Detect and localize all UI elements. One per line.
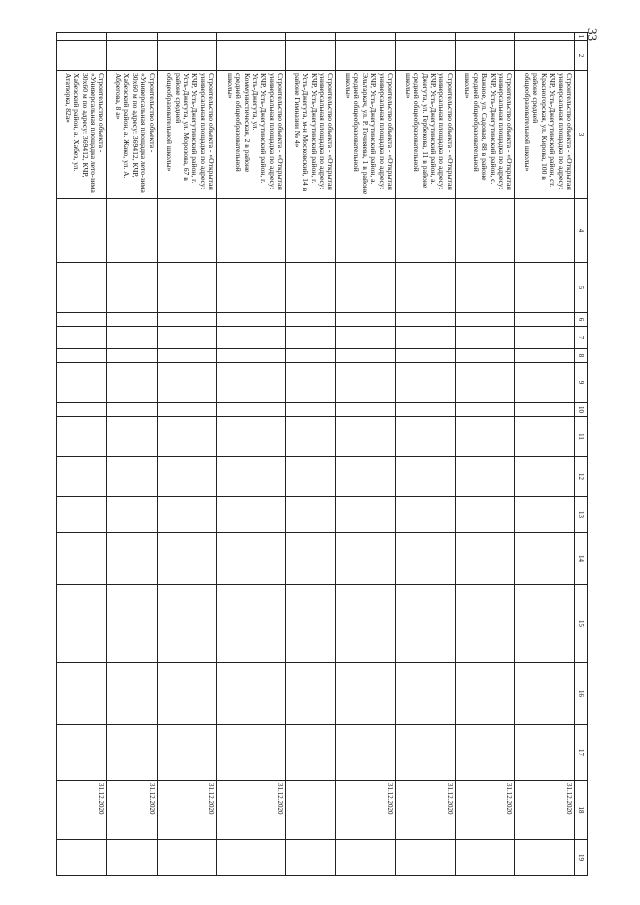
table-row (107, 33, 157, 876)
table-cell (455, 663, 515, 725)
table-cell (57, 403, 107, 417)
row-description: Строительство объекта - «Универсальная площадка лето-зима 30х60 м по адресу: 369412, КЧР, Хабезский район, а. Жако, ул. А. Абрегова, 8 а» (107, 71, 157, 199)
table-cell (455, 327, 515, 349)
table-cell (336, 457, 396, 497)
table-cell (396, 263, 456, 313)
table-cell (286, 41, 336, 71)
row-date: 31.12.2020 (455, 781, 515, 840)
table-row (455, 33, 515, 876)
table-cell (107, 497, 157, 533)
table-cell (455, 363, 515, 403)
col-header: 10 (575, 403, 588, 417)
table-cell (396, 327, 456, 349)
table-cell (286, 263, 336, 313)
table-cell (157, 663, 217, 725)
table-cell (107, 417, 157, 457)
table-row (396, 33, 456, 876)
table-cell (336, 33, 396, 41)
table-cell (57, 663, 107, 725)
col-header: 19 (575, 840, 588, 876)
table-cell (396, 417, 456, 457)
table-cell (336, 663, 396, 725)
table-cell (286, 313, 336, 327)
table-cell (286, 349, 336, 363)
table-row (336, 33, 396, 876)
table-cell (515, 403, 575, 417)
table-cell (217, 327, 286, 349)
table-cell (57, 41, 107, 71)
col-header: 18 (575, 781, 588, 840)
table-cell (107, 41, 157, 71)
rotated-sheet (56, 32, 588, 875)
table-cell (286, 33, 336, 41)
table-cell (515, 417, 575, 457)
table-cell (217, 497, 286, 533)
table-cell (217, 33, 286, 41)
row-description: Строительство объекта - «Открытая универсальная площадка по адресу: КЧР, Усть-Джегутинский район, с. Важное, ул. Садовая, 88 в районе средней общеобразовательной школы» (455, 71, 515, 199)
table-cell (107, 263, 157, 313)
col-header: 3 (575, 71, 588, 199)
col-header: 1 (575, 33, 588, 41)
row-date: 31.12.2020 (396, 781, 456, 840)
row-description: Строительство объекта - «Открытая универсальная площадка по адресу: КЧР, Усть-Джегутинский район, а. Эльтаркач, ул. Р. Гочияева, 1 в районе средней общеобразовательной школы» (336, 71, 396, 199)
table-cell (455, 725, 515, 781)
table-cell (107, 363, 157, 403)
table-row (515, 33, 575, 876)
table-cell (286, 533, 336, 585)
table-wrapper (56, 32, 588, 875)
col-header: 12 (575, 457, 588, 497)
table-cell (455, 497, 515, 533)
table-cell (57, 497, 107, 533)
table-cell (217, 403, 286, 417)
table-cell (107, 663, 157, 725)
table-cell (107, 199, 157, 263)
col-header: 9 (575, 363, 588, 403)
table-cell (217, 585, 286, 663)
table-cell (157, 417, 217, 457)
row-description: Строительство объекта - «Открытая универсальная площадка по адресу: КЧР, Усть-Джегутинский район, г. Усть-Джегута, ул. Морозова, 67 в районе средней общеобразовательной школы» (157, 71, 217, 199)
table-cell (217, 663, 286, 725)
row-date: 31.12.2020 (336, 781, 396, 840)
table-cell (515, 327, 575, 349)
table-cell (336, 725, 396, 781)
table-cell (455, 313, 515, 327)
table-row (157, 33, 217, 876)
table-cell (286, 585, 336, 663)
table-cell (455, 403, 515, 417)
table-cell (57, 199, 107, 263)
table-cell (515, 533, 575, 585)
col-header: 14 (575, 533, 588, 585)
row-description: Строительство объекта - «Открытая универсальная площадка по адресу: КЧР, Усть-Джегутинский район, г. Усть-Джегута, м-н Московский, 14 в районе Гимназии № 4» (286, 71, 336, 199)
table-cell (157, 457, 217, 497)
table-cell (286, 417, 336, 457)
table-cell (286, 663, 336, 725)
table-row (286, 33, 336, 876)
table-cell (336, 313, 396, 327)
table-row (217, 33, 286, 876)
table-cell (336, 41, 396, 71)
table-cell (455, 840, 515, 876)
table-cell (157, 313, 217, 327)
table-cell (336, 533, 396, 585)
table-cell (515, 585, 575, 663)
table-cell (455, 585, 515, 663)
table-cell (336, 403, 396, 417)
page-number: 33 (585, 28, 600, 41)
table-cell (396, 349, 456, 363)
table-cell (57, 417, 107, 457)
table-cell (515, 363, 575, 403)
table-cell (396, 199, 456, 263)
col-header: 11 (575, 417, 588, 457)
col-header: 15 (575, 585, 588, 663)
table-cell (396, 363, 456, 403)
table-cell (57, 457, 107, 497)
table-cell (515, 349, 575, 363)
col-header: 2 (575, 41, 588, 71)
table-cell (57, 363, 107, 403)
table-cell (515, 497, 575, 533)
row-date: 31.12.2020 (515, 781, 575, 840)
table-cell (336, 349, 396, 363)
table-cell (286, 497, 336, 533)
table-cell (217, 533, 286, 585)
table-cell (157, 585, 217, 663)
table-cell (57, 533, 107, 585)
table-cell (515, 263, 575, 313)
table-cell (157, 725, 217, 781)
table-cell (107, 533, 157, 585)
row-date: 31.12.2020 (107, 781, 157, 840)
table-cell (107, 33, 157, 41)
table-cell (57, 585, 107, 663)
table-cell (107, 313, 157, 327)
table-cell (107, 585, 157, 663)
table-cell (57, 263, 107, 313)
table-cell (217, 457, 286, 497)
table-cell (455, 457, 515, 497)
table-cell (336, 840, 396, 876)
table-cell (217, 417, 286, 457)
table-cell (217, 313, 286, 327)
table-cell (286, 199, 336, 263)
table-cell (515, 41, 575, 71)
table-cell (286, 457, 336, 497)
table-cell (57, 840, 107, 876)
table-cell (455, 417, 515, 457)
table-cell (57, 327, 107, 349)
table-cell (396, 457, 456, 497)
table-cell (57, 313, 107, 327)
table-cell (396, 497, 456, 533)
table-cell (515, 840, 575, 876)
table-cell (515, 313, 575, 327)
row-date (286, 781, 336, 840)
table-cell (157, 199, 217, 263)
table-cell (396, 533, 456, 585)
table-cell (157, 33, 217, 41)
row-date: 31.12.2020 (217, 781, 286, 840)
table-cell (396, 663, 456, 725)
table-cell (157, 263, 217, 313)
table-cell (217, 840, 286, 876)
col-header: 8 (575, 349, 588, 363)
table-cell (217, 263, 286, 313)
table-cell (107, 403, 157, 417)
table-cell (336, 497, 396, 533)
row-description: Строительство объекта - «Открытая универсальная площадка по адресу: КЧР, Усть-Джегутинский район, ст. Красногорская, ул. Кирова, 100 в районе средней общеобразовательной школы» (515, 71, 575, 199)
table-cell (217, 199, 286, 263)
col-header: 5 (575, 263, 588, 313)
table-cell (455, 533, 515, 585)
column-number-row (575, 33, 588, 876)
table-cell (286, 725, 336, 781)
table-cell (217, 349, 286, 363)
table-cell (455, 41, 515, 71)
table-cell (157, 497, 217, 533)
table-cell (157, 327, 217, 349)
table-row (57, 33, 107, 876)
row-description: Строительство объекта - «Открытая универсальная площадка по адресу: КЧР, Усть-Джегутинский район, г. Усть-Джегута, ул. Коммунистическая, 2 в районе средней общеобразовательной школы» (217, 71, 286, 199)
col-header: 6 (575, 313, 588, 327)
table-cell (455, 199, 515, 263)
col-header: 16 (575, 663, 588, 725)
table-cell (396, 585, 456, 663)
table-cell (286, 327, 336, 349)
table-cell (217, 725, 286, 781)
table-cell (455, 33, 515, 41)
table-cell (455, 263, 515, 313)
row-description: Строительство объекта - «Открытая универсальная площадка по адресу: КЧР, Усть-Джегутинский район, а. Джегута, ул. Гербекова, 11 в районе средней общеобразовательной школы» (396, 71, 456, 199)
table-cell (336, 417, 396, 457)
table-cell (396, 403, 456, 417)
table-cell (107, 349, 157, 363)
table-cell (157, 403, 217, 417)
table-cell (286, 403, 336, 417)
table-cell (455, 349, 515, 363)
col-header: 4 (575, 199, 588, 263)
row-date: 31.12.2020 (157, 781, 217, 840)
table-cell (396, 41, 456, 71)
table-cell (217, 363, 286, 403)
table-cell (515, 663, 575, 725)
table-cell (107, 725, 157, 781)
table-cell (286, 363, 336, 403)
table-cell (157, 349, 217, 363)
table-cell (336, 327, 396, 349)
table-cell (57, 349, 107, 363)
table-cell (515, 725, 575, 781)
table-cell (396, 313, 456, 327)
table-cell (217, 41, 286, 71)
col-header: 13 (575, 497, 588, 533)
col-header: 7 (575, 327, 588, 349)
table-cell (336, 199, 396, 263)
row-date: 31.12.2020 (57, 781, 107, 840)
table-cell (515, 33, 575, 41)
table-cell (336, 263, 396, 313)
table-cell (286, 840, 336, 876)
col-header: 17 (575, 725, 588, 781)
table-cell (157, 840, 217, 876)
table-cell (57, 33, 107, 41)
table-cell (107, 327, 157, 349)
table-cell (336, 363, 396, 403)
table-cell (515, 199, 575, 263)
table-cell (107, 457, 157, 497)
table-cell (57, 725, 107, 781)
row-description: Строительство объекта - «Универсальная площадка лето-зима 30х60 м по адресу: 369412, КЧР, Хабезский район, а. Хабез, ул. Ататюрка, 82а» (57, 71, 107, 199)
table-cell (515, 457, 575, 497)
table-cell (336, 585, 396, 663)
table-cell (396, 33, 456, 41)
project-table (56, 32, 588, 876)
table-cell (157, 363, 217, 403)
table-cell (396, 840, 456, 876)
table-cell (396, 725, 456, 781)
table-cell (157, 533, 217, 585)
table-cell (157, 41, 217, 71)
table-cell (107, 840, 157, 876)
